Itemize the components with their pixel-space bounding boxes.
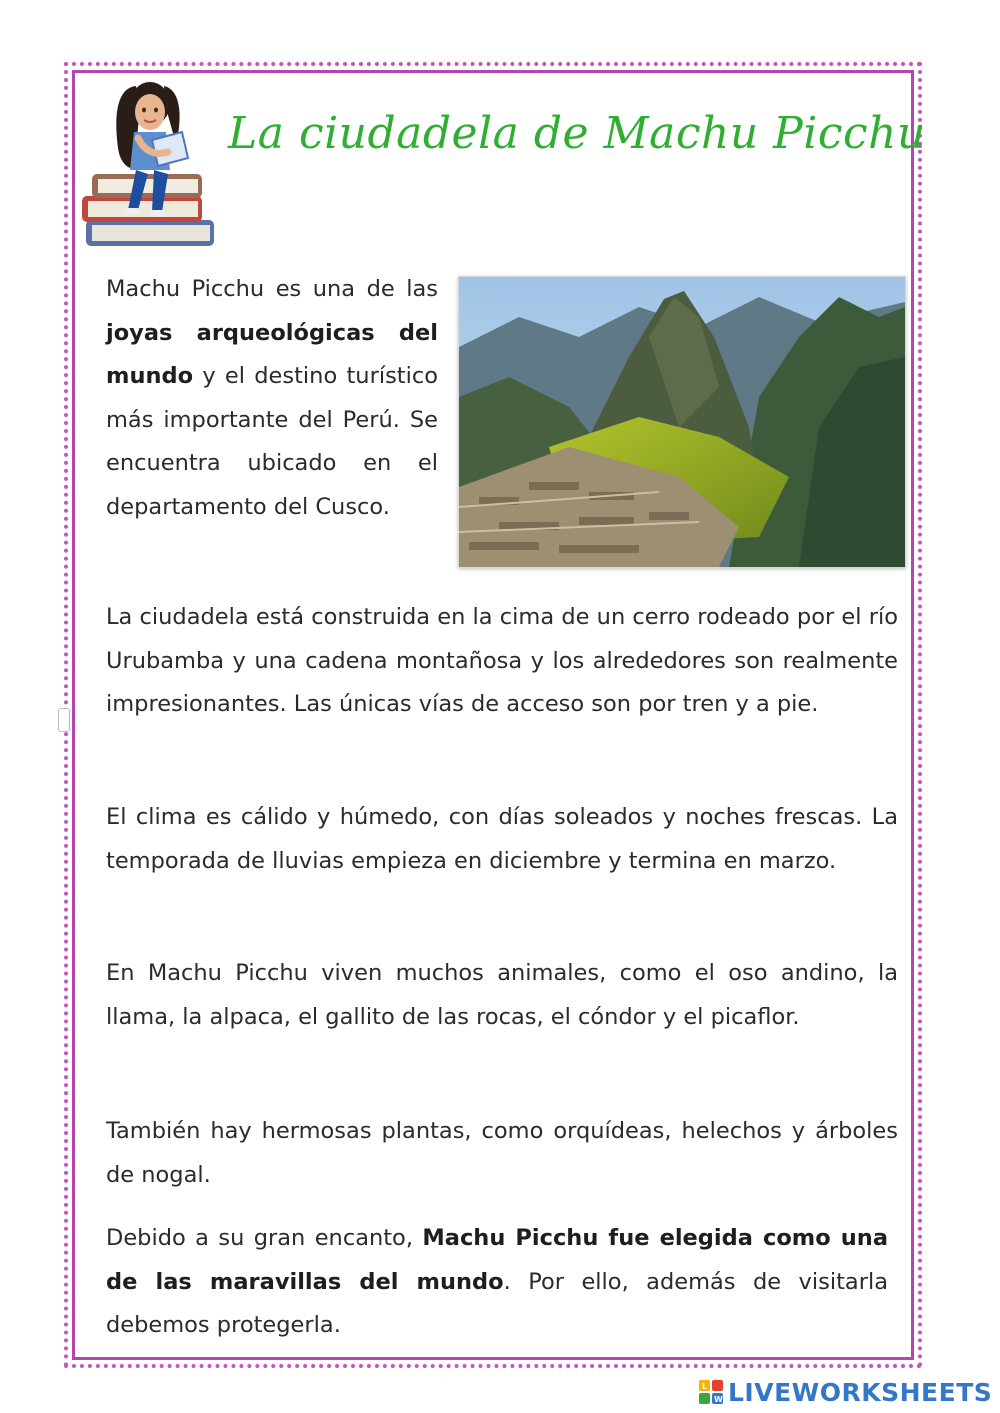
paragraph-intro: Machu Picchu es una de las joyas arqueológicas del mundo y el destino turístico más importante del Perú. Se encuentra ubicado en el departamento del Cusco.: [106, 276, 438, 520]
bold-phrase: Machu Picchu fue elegida como una de las maravillas del mundo: [106, 1225, 888, 1295]
paragraph-climate: El clima es cálido y húmedo, con días soleados y noches frescas. La temporada de lluvias empieza en diciembre y termina en marzo.: [106, 804, 898, 874]
side-tab: [58, 708, 70, 732]
liveworksheets-logo-icon: [698, 1379, 724, 1405]
machu-picchu-photo: [458, 276, 906, 568]
reading-avatar-icon: [78, 78, 228, 254]
paragraph-plants: También hay hermosas plantas, como orquídeas, helechos y árboles de nogal.: [106, 1118, 898, 1188]
paragraph-animals: En Machu Picchu viven muchos animales, como el oso andino, la llama, la alpaca, el gallito de las rocas, el cóndor y el picaflor.: [106, 960, 898, 1030]
liveworksheets-brand[interactable]: [698, 1376, 992, 1408]
brand-label: LIVEWORKSHEETS: [728, 1377, 993, 1407]
page-title: La ciudadela de Machu Picchu: [228, 108, 926, 159]
svg-text:W: W: [714, 1395, 723, 1404]
paragraph-conclusion: Debido a su gran encanto, Machu Picchu fue elegida como una de las maravillas del mundo. Por ello, además de visitarla debemos protegerla.: [106, 1225, 888, 1338]
svg-text:L: L: [702, 1382, 708, 1391]
paragraph-location: La ciudadela está construida en la cima de un cerro rodeado por el río Urubamba y una cadena montañosa y los alrededores son realmente impresionantes. Las únicas vías de acceso son por tren y a pie.: [106, 604, 898, 717]
bold-phrase: joyas arqueológicas del mundo: [106, 319, 438, 389]
